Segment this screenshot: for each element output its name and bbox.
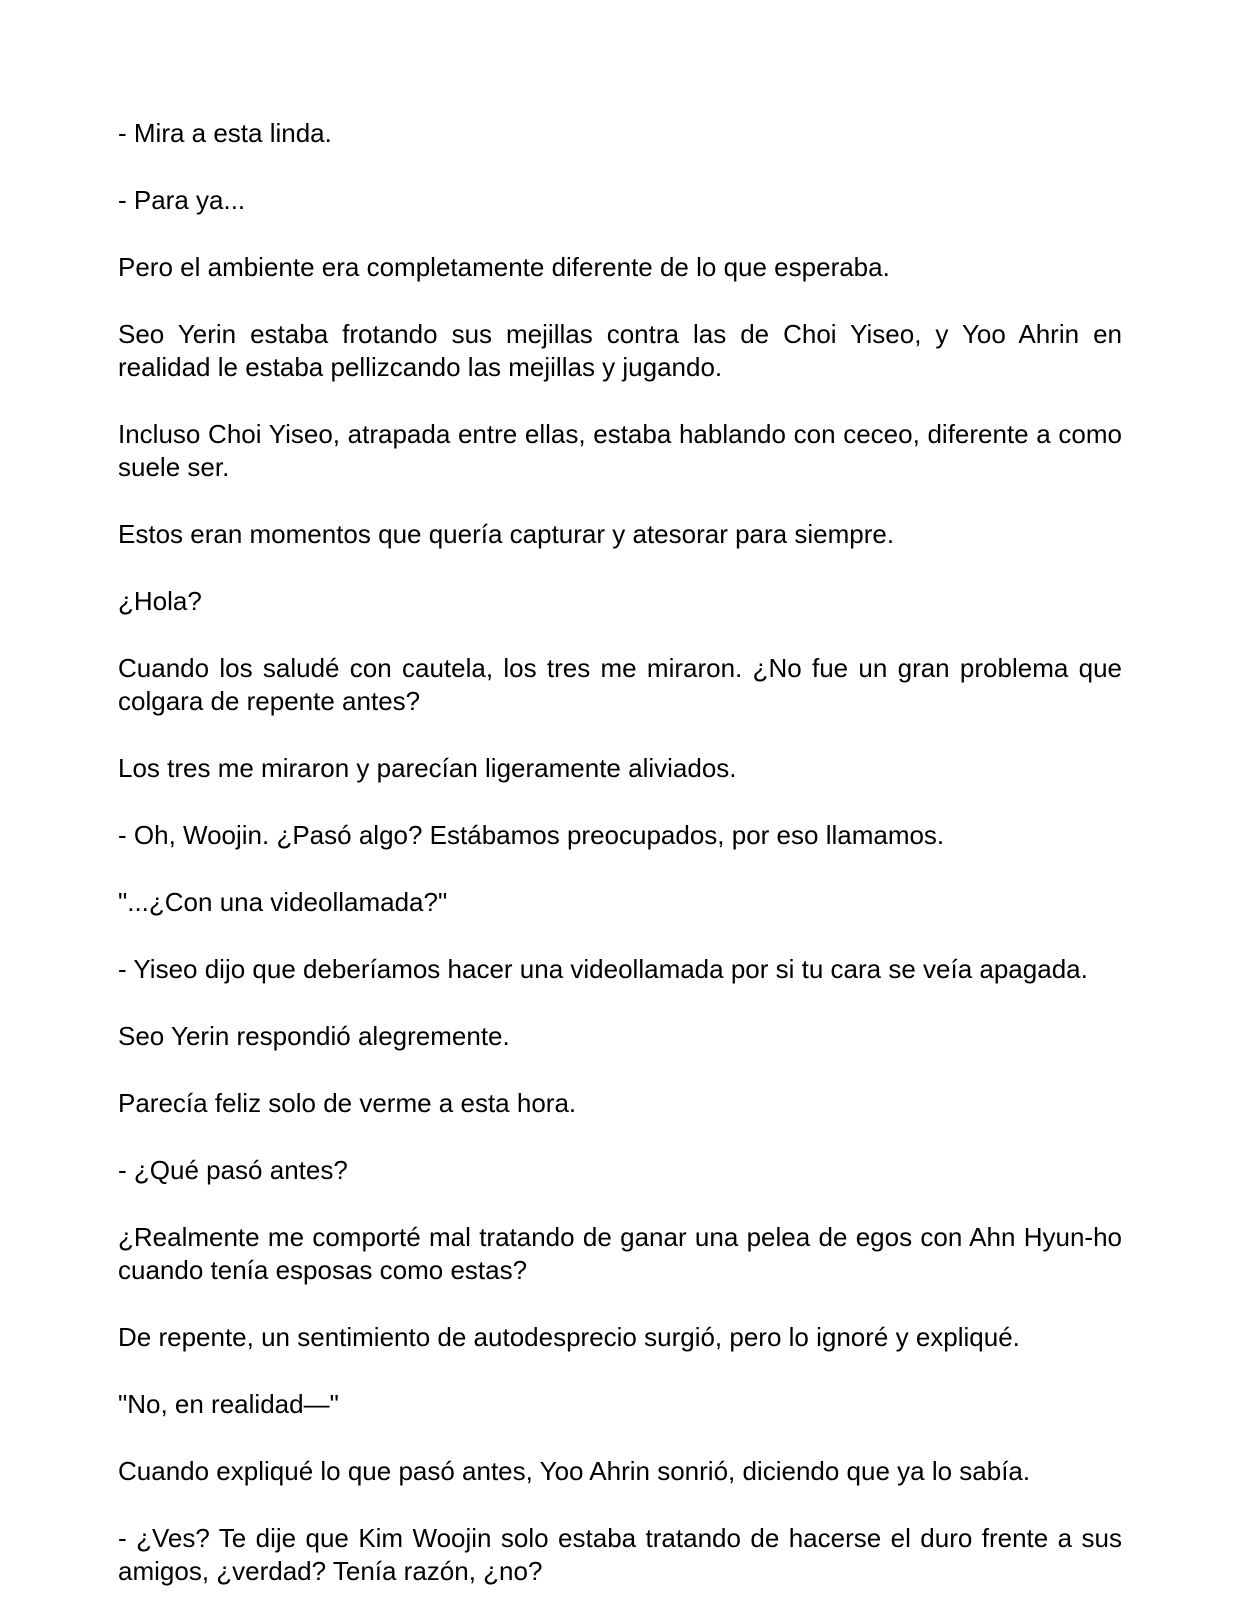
paragraph: - ¿Qué pasó antes? [118, 1155, 348, 1185]
paragraph: "...¿Con una videollamada?" [118, 887, 448, 917]
paragraph: ¿Hola? [118, 586, 202, 616]
paragraph: Incluso Choi Yiseo, atrapada entre ellas, estaba hablando con ceceo, diferente a como suele ser. [118, 419, 1122, 482]
paragraph: Estos eran momentos que quería capturar y atesorar para siempre. [118, 519, 895, 549]
paragraph: "No, en realidad—" [118, 1389, 339, 1419]
paragraph: Cuando los saludé con cautela, los tres me miraron. ¿No fue un gran problema que colgara de repente antes? [118, 653, 1122, 716]
paragraph: - Para ya... [118, 185, 246, 215]
paragraph: - ¿Ves? Te dije que Kim Woojin solo estaba tratando de hacerse el duro frente a sus amigos, ¿verdad? Tenía razón, ¿no? [118, 1523, 1122, 1586]
paragraph: - Mira a esta linda. [118, 118, 332, 148]
paragraph: - Oh, Woojin. ¿Pasó algo? Estábamos preocupados, por eso llamamos. [118, 820, 945, 850]
paragraph: ¿Realmente me comporté mal tratando de ganar una pelea de egos con Ahn Hyun-ho cuando tenía esposas como estas? [118, 1222, 1122, 1285]
paragraph: Cuando expliqué lo que pasó antes, Yoo Ahrin sonrió, diciendo que ya lo sabía. [118, 1456, 1031, 1486]
paragraph: - Yiseo dijo que deberíamos hacer una videollamada por si tu cara se veía apagada. [118, 954, 1088, 984]
paragraph: Seo Yerin estaba frotando sus mejillas contra las de Choi Yiseo, y Yoo Ahrin en realidad le estaba pellizcando las mejillas y jugando. [118, 319, 1122, 382]
document-page [118, 117, 1122, 1622]
paragraph: Los tres me miraron y parecían ligeramente aliviados. [118, 753, 737, 783]
paragraph: Parecía feliz solo de verme a esta hora. [118, 1088, 577, 1118]
paragraph: Seo Yerin respondió alegremente. [118, 1021, 510, 1051]
paragraph: Pero el ambiente era completamente diferente de lo que esperaba. [118, 252, 890, 282]
paragraph: De repente, un sentimiento de autodesprecio surgió, pero lo ignoré y expliqué. [118, 1322, 1020, 1352]
